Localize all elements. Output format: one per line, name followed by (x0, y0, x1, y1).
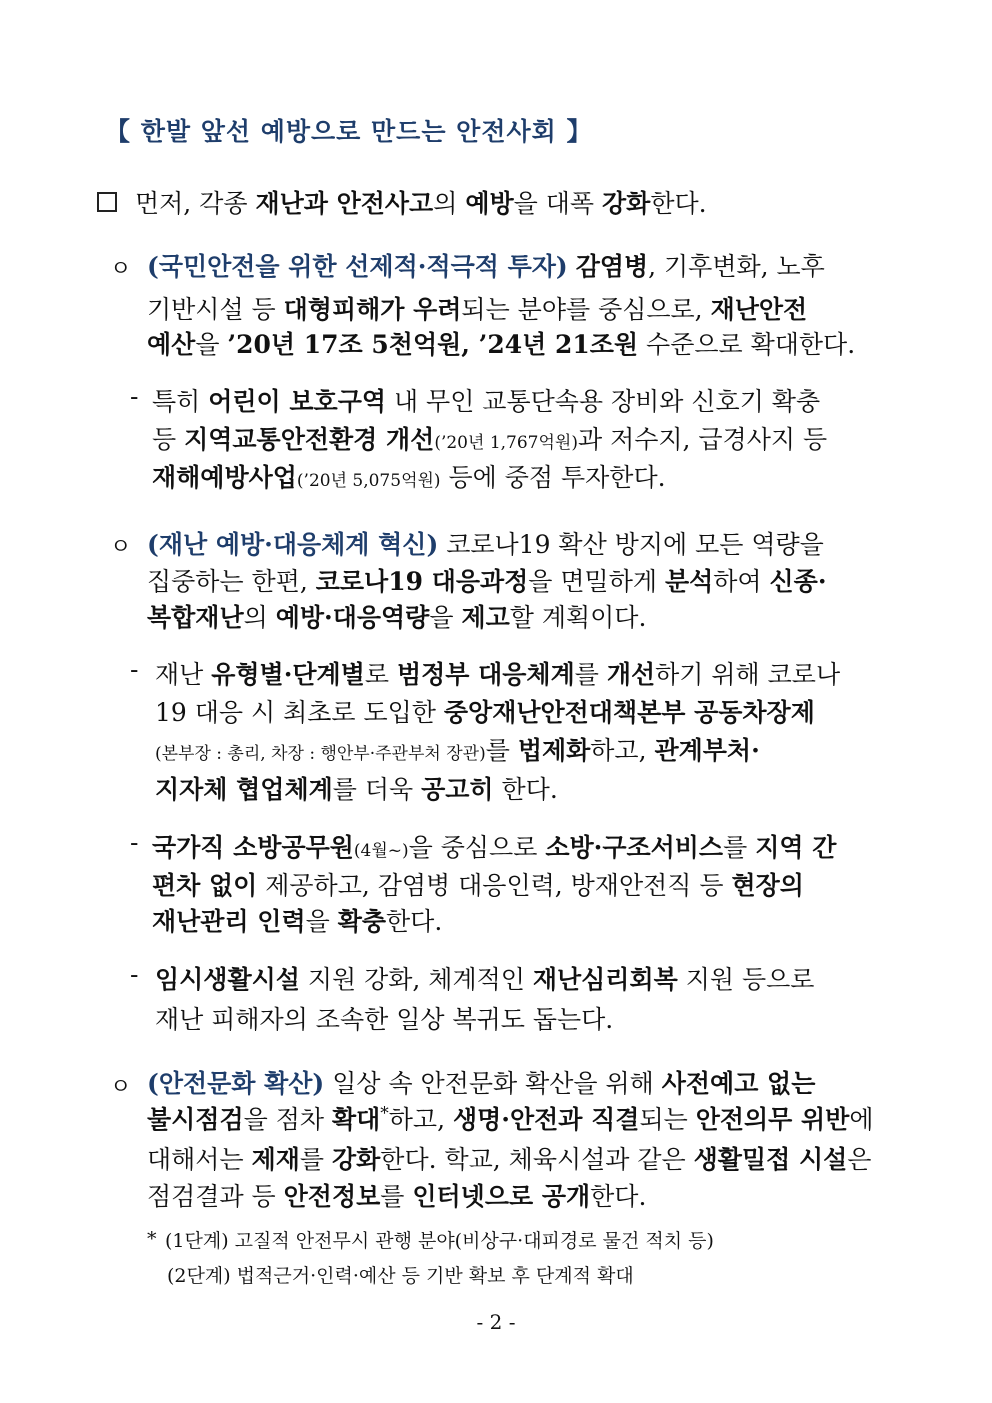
p3-line-4: 점검결과 등 안전정보를 인터넷으로 공개한다. (147, 1182, 647, 1211)
footnote-line-2: (2단계) 법적근거·인력·예산 등 기반 확보 후 단계적 확대 (167, 1265, 634, 1287)
p2a-line-3: (본부장 : 총리, 차장 : 행안부·주관부처 장관)를 법제화하고, 관계부처· (155, 736, 760, 765)
p2b-line-3: 재난관리 인력을 확충한다. (152, 907, 443, 936)
p2-line-2: 집중하는 한편, 코로나19 대응과정을 면밀하게 분석하여 신종· (147, 567, 827, 596)
p2a-line-2: 19 대응 시 최초로 도입한 중앙재난안전대책본부 공동차장제 (155, 698, 815, 727)
page-number: - 2 - (476, 1310, 516, 1334)
p2-line-3: 복합재난의 예방·대응역량을 제고할 계획이다. (147, 603, 647, 632)
p2a-line-4: 지자체 협업체계를 더욱 공고히 한다. (155, 775, 558, 804)
p1-line-1: (국민안전을 위한 선제적·적극적 투자) 감염병, 기후변화, 노후 (147, 252, 825, 281)
p3-line-3: 대해서는 제재를 강화한다. 학교, 체육시설과 같은 생활밀접 시설은 (147, 1145, 872, 1174)
p2b-line-2: 편차 없이 제공하고, 감염병 대응인력, 방재안전직 등 현장의 (152, 871, 804, 900)
p1-line-2: 기반시설 등 대형피해가 우려되는 분야를 중심으로, 재난안전 (147, 295, 808, 324)
p2c-line-2: 재난 피해자의 조속한 일상 복귀도 돕는다. (155, 1005, 614, 1034)
p2b-line-1: 국가직 소방공무원(4월~)을 중심으로 소방·구조서비스를 지역 간 (152, 833, 837, 862)
bullet-circle-icon: ㅇ (110, 1075, 132, 1100)
footnote-mark: * (147, 1228, 157, 1250)
bullet-circle-icon: ㅇ (110, 535, 132, 560)
p1a-line-1: 특히 어린이 보호구역 내 무인 교통단속용 장비와 신호기 확충 (152, 387, 821, 416)
p3-line-2: 불시점검을 점차 확대*하고, 생명·안전과 직결되는 안전의무 위반에 (147, 1103, 874, 1134)
p1a-line-2: 등 지역교통안전환경 개선(’20년 1,767억원)과 저수지, 급경사지 등 (152, 425, 828, 454)
dash-marker: - (130, 382, 139, 411)
p2c-line-1: 임시생활시설 지원 강화, 체계적인 재난심리회복 지원 등으로 (155, 965, 815, 994)
bullet-circle-icon: ㅇ (110, 257, 132, 282)
checkbox-icon (97, 192, 117, 212)
dash-marker: - (130, 828, 139, 857)
p1a-line-3: 재해예방사업(’20년 5,075억원) 등에 중점 투자한다. (152, 463, 666, 492)
p2-line-1: (재난 예방·대응체계 혁신) 코로나19 확산 방지에 모든 역량을 (147, 530, 824, 559)
p1-line-3: 예산을 ’20년 17조 5천억원, ’24년 21조원 수준으로 확대한다. (147, 330, 856, 359)
intro-line: 먼저, 각종 재난과 안전사고의 예방을 대폭 강화한다. (135, 189, 707, 218)
footnote-line-1: (1단계) 고질적 안전무시 관행 분야(비상구·대피경로 물건 적치 등) (165, 1230, 714, 1252)
p3-line-1: (안전문화 확산) 일상 속 안전문화 확산을 위해 사전예고 없는 (147, 1069, 816, 1098)
dash-marker: - (130, 655, 139, 684)
section-title: 【 한발 앞선 예방으로 만드는 안전사회 】 (105, 117, 593, 146)
p2a-line-1: 재난 유형별·단계별로 범정부 대응체계를 개선하기 위해 코로나 (155, 660, 841, 689)
dash-marker: - (130, 960, 139, 989)
